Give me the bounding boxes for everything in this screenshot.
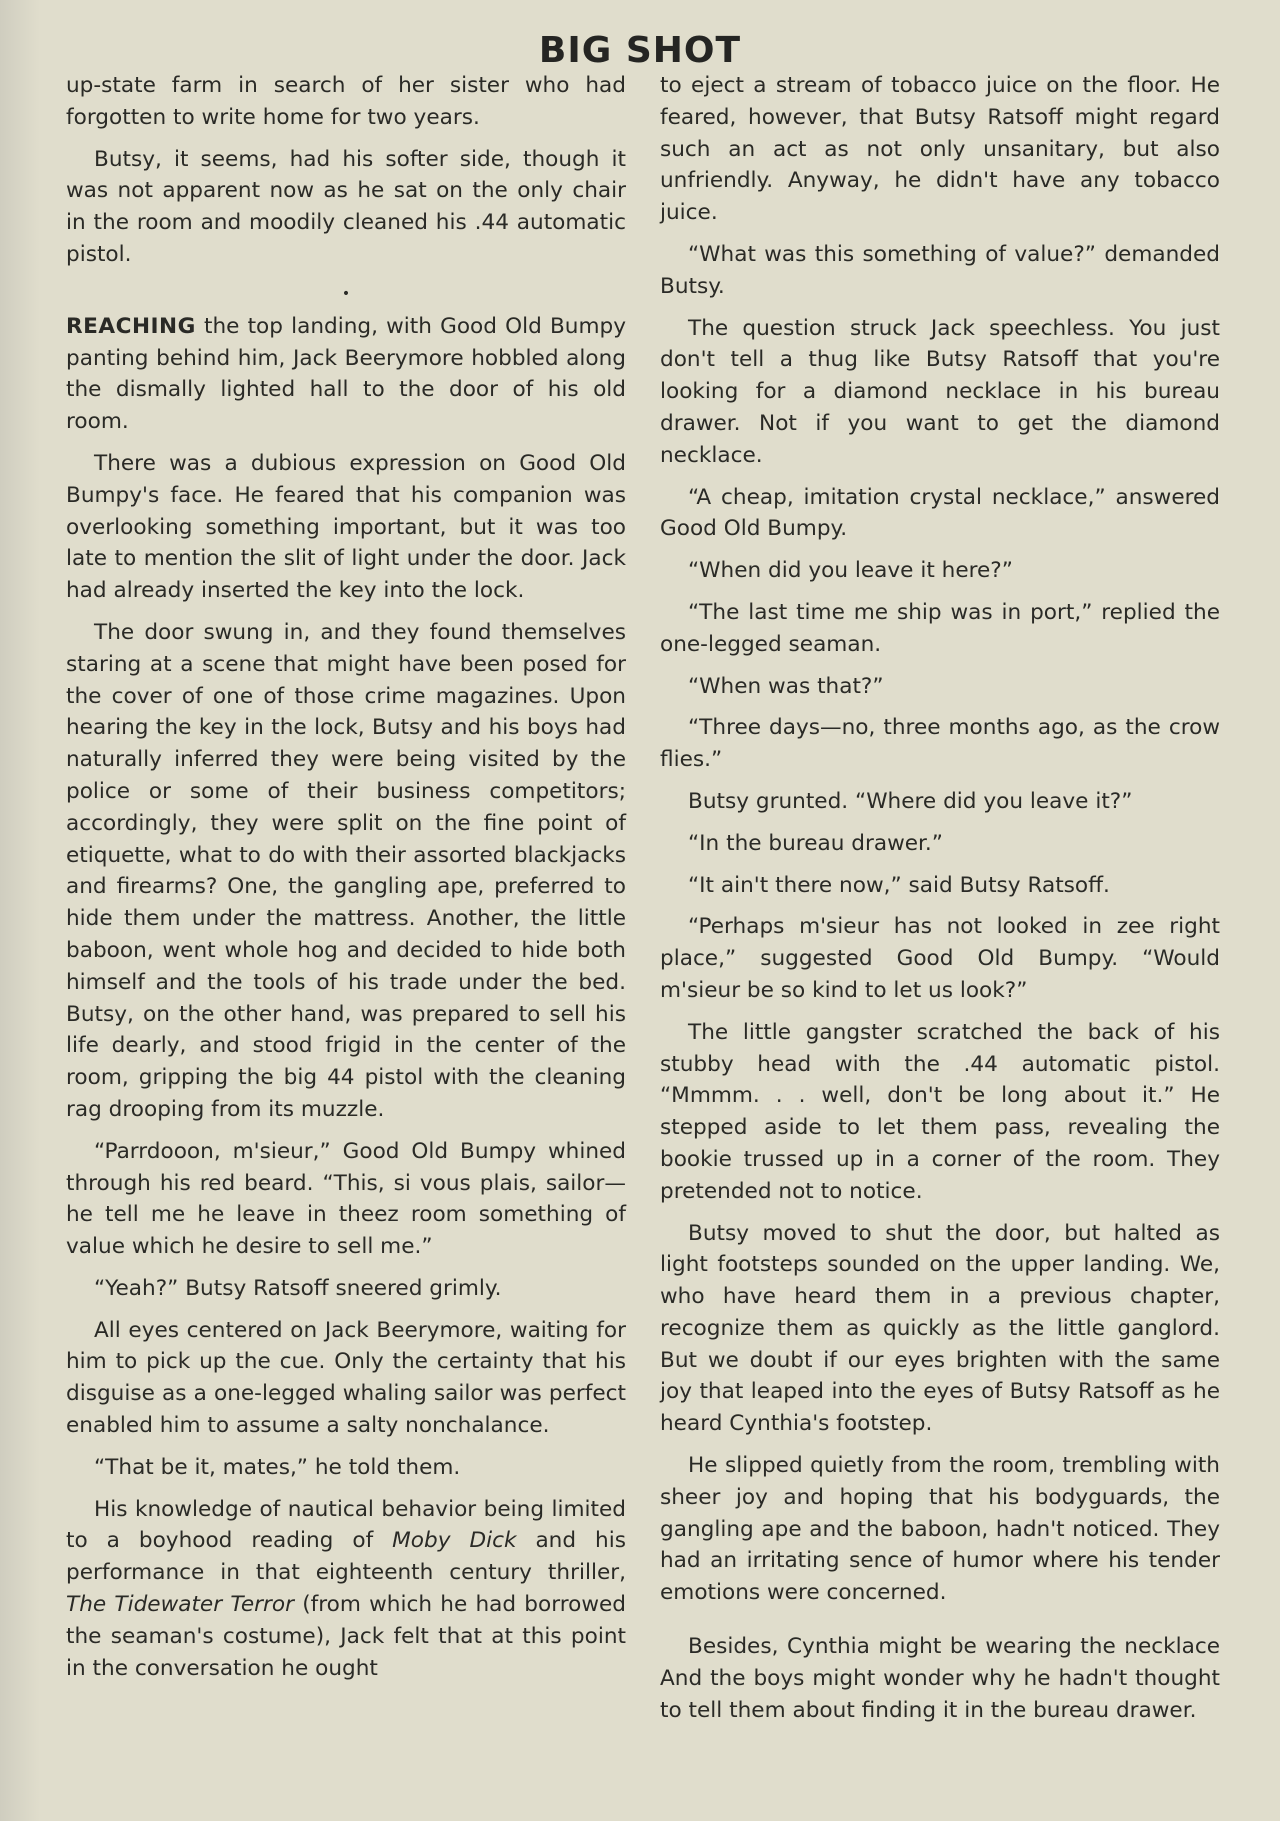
section-separator: • xyxy=(341,285,351,302)
masthead-title: BIG SHOT xyxy=(538,30,742,71)
paragraph: The little gangster scratched the back of his stubby head with the .44 automatic pistol. “Mmmm. . . well, don't be long about it.” He stepped aside to let them pass, revealing the bookie trussed up in a corner of the room. They pretended not to notice. xyxy=(660,1019,1220,1204)
book-title: The Tidewater Terror xyxy=(66,1592,294,1618)
paragraph: Butsy grunted. “Where did you leave it?” xyxy=(688,788,1133,814)
spacer xyxy=(660,1619,1220,1631)
paragraph: to eject a stream of tobacco juice on the floor. He feared, however, that Butsy Ratsoff might regard such an act as not only unsanitary, but also unfriendly. Anyway, he didn't have any tobacco juice. xyxy=(660,73,1220,226)
paragraph: “The last time me ship was in port,” replied the one-legged seaman. xyxy=(660,599,1220,657)
paragraph-text: and his performance in that eighteenth century thriller, xyxy=(66,1528,626,1586)
paragraph: “When was that?” xyxy=(688,673,884,699)
paragraph: “In the bureau drawer.” xyxy=(688,830,943,856)
paragraph xyxy=(66,1494,626,1685)
paragraph: “Yeah?” Butsy Ratsoff sneered grimly. xyxy=(94,1275,502,1301)
paragraph-text: the top landing, with Good Old Bumpy panting behind him, Jack Beerymore hobbled along the dismally lighted hall to the door of his old room. xyxy=(66,313,626,435)
paragraph: “A cheap, imitation crystal necklace,” answered Good Old Bumpy. xyxy=(660,484,1220,542)
paragraph: Butsy moved to shut the door, but halted as light footsteps sounded on the upper landing. We, who have heard them in a previous chapter, recognize them as quickly as the little ganglord. But we doubt if our eyes brighten with the same joy that leaped into the eyes of Butsy Ratsoff as he heard Cynthia's footstep. xyxy=(660,1220,1220,1437)
page-edge-shadow xyxy=(0,0,40,1821)
paragraph: “When did you leave it here?” xyxy=(688,558,1013,584)
paragraph: Besides, Cynthia might be wearing the necklace And the boys might wonder why he hadn't thought to tell them about finding it in the bureau drawer. xyxy=(660,1634,1220,1723)
right-column xyxy=(660,70,1220,1736)
paragraph: “Perhaps m'sieur has not looked in zee right place,” suggested Good Old Bumpy. “Would m'sieur be so kind to let us look?” xyxy=(660,914,1220,1003)
paragraph: “It ain't there now,” said Butsy Ratsoff. xyxy=(688,872,1110,898)
paragraph: The door swung in, and they found themselves staring at a scene that might have been posed for the cover of one of those crime magazines. Upon hearing the key in the lock, Butsy and his boys had naturally inferred they were being visited by the police or some of their business competitors; accordingly, they were split on the fine point of etiquette, what to do with their assorted blackjacks and firearms? One, the gangling ape, preferred to hide them under the mattress. Another, the little baboon, went whole hog and decided to hide both himself and the tools of his trade under the bed. Butsy, on the other hand, was prepared to sell his life dearly, and stood frigid in the center of the room, gripping the big 44 pistol with the cleaning rag drooping from its muzzle. xyxy=(66,619,626,1122)
paragraph: “Parrdooon, m'sieur,” Good Old Bumpy whined through his red beard. “This, si vous plais, sailor—he tell me he leave in theez room something of value which he desire to sell me.” xyxy=(66,1138,626,1260)
paragraph xyxy=(66,311,626,438)
paragraph: “Three days—no, three months ago, as the crow flies.” xyxy=(660,715,1220,773)
paragraph: Butsy, it seems, had his softer side, though it was not apparent now as he sat on the only chair in the room and moodily cleaned his .44 automatic pistol. xyxy=(66,146,626,267)
paragraph-text: (from which he had borrowed the seaman's costume), Jack felt that at this point in the conversation he ought xyxy=(66,1592,626,1681)
paragraph: All eyes centered on Jack Beerymore, waiting for him to pick up the cue. Only the certainty that his disguise as a one-legged whaling sailor was perfect enabled him to assume a salty nonchalance. xyxy=(66,1317,626,1439)
paragraph: up-state farm in search of her sister who had forgotten to write home for two years. xyxy=(66,73,626,130)
paragraph: The question struck Jack speechless. You just don't tell a thug like Butsy Ratsoff that you're looking for a diamond necklace in his bureau drawer. Not if you want to get the diamond necklace. xyxy=(660,315,1220,468)
section-lead-word: REACHING xyxy=(66,313,196,339)
paragraph: “That be it, mates,” he told them. xyxy=(94,1454,461,1480)
paragraph-text: His knowledge of nautical behavior being limited to a boyhood reading of xyxy=(66,1496,626,1554)
paragraph: “What was this something of value?” demanded Butsy. xyxy=(660,241,1220,299)
paragraph: He slipped quietly from the room, trembling with sheer joy and hoping that his bodyguards, the gangling ape and the baboon, hadn't noticed. They had an irritating sence of humor where his tender emotions were concerned. xyxy=(660,1453,1220,1606)
book-title: Moby Dick xyxy=(392,1528,517,1554)
left-column xyxy=(66,70,626,1694)
paragraph: There was a dubious expression on Good Old Bumpy's face. He feared that his companion was overlooking something important, but it was too late to mention the slit of light under the door. Jack had already inserted the key into the lock. xyxy=(66,450,626,604)
